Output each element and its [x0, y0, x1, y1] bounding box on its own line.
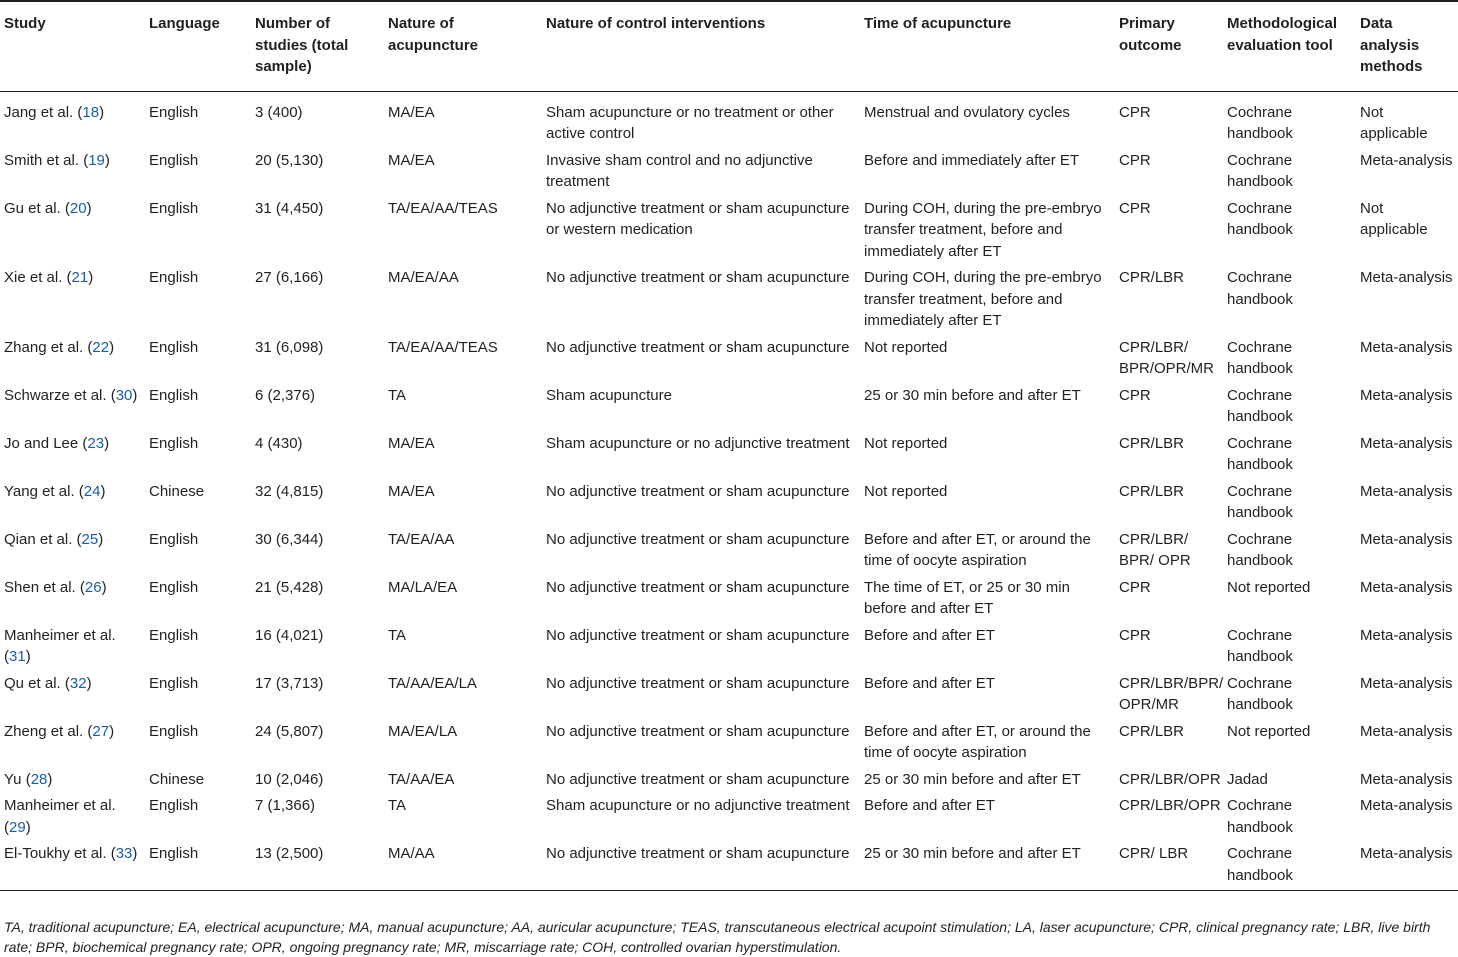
- analysis-cell: Meta-analysis: [1360, 797, 1453, 814]
- table-row: [0, 839, 1458, 891]
- reference-close: ): [101, 578, 107, 596]
- time-cell: 25 or 30 min before and after ET: [864, 845, 1081, 862]
- reference-link[interactable]: 27: [92, 722, 110, 740]
- time-cell: Before and after ET: [864, 797, 995, 814]
- table-row: [0, 146, 1458, 194]
- table-row: [0, 621, 1458, 669]
- acupuncture-cell: MA/EA/LA: [388, 722, 458, 740]
- header-evaluation-tool: Methodological evaluation tool: [1227, 15, 1337, 54]
- study-cell: Yu (28): [4, 770, 53, 788]
- language-cell: English: [149, 626, 199, 644]
- header-language: Language: [149, 15, 220, 32]
- reference-close: ): [25, 648, 31, 665]
- acupuncture-cell: MA/AA: [388, 845, 435, 862]
- study-cell: Xie et al. (21): [4, 269, 94, 286]
- header-analysis-methods: Data analysis methods: [1360, 15, 1423, 75]
- study-name: Shen et al.: [4, 578, 76, 596]
- control-cell: No adjunctive treatment or sham acupuncture: [546, 482, 850, 500]
- control-cell: Invasive sham control and no adjunctive treatment: [546, 151, 813, 190]
- time-cell: During COH, during the pre-embryo transfer treatment, before and immediately after ET: [864, 199, 1102, 260]
- number-cell: 31 (6,098): [255, 338, 324, 356]
- table-row: [0, 381, 1458, 429]
- analysis-cell: Meta-analysis: [1360, 722, 1453, 740]
- reference-close: ): [88, 269, 94, 286]
- study-cell: Yang et al. (24): [4, 482, 106, 500]
- control-cell: No adjunctive treatment or sham acupuncture: [546, 722, 850, 740]
- time-cell: The time of ET, or 25 or 30 min before and after ET: [864, 578, 1070, 617]
- study-cell: Jo and Lee (23): [4, 434, 110, 452]
- reference-close: ): [47, 770, 53, 788]
- analysis-cell: Meta-analysis: [1360, 770, 1453, 788]
- study-cell: Manheimer et al. (31): [4, 626, 116, 665]
- reference-close: ): [86, 674, 92, 692]
- reference-close: ): [100, 482, 106, 500]
- table-row: [0, 194, 1458, 264]
- tool-cell: Not reported: [1227, 578, 1311, 596]
- study-name: Xie et al.: [4, 269, 63, 286]
- outcome-cell: CPR: [1119, 199, 1151, 217]
- control-cell: Sham acupuncture or no adjunctive treatment: [546, 434, 850, 452]
- study-cell: Smith et al. (19): [4, 151, 110, 169]
- reference-close: ): [104, 151, 110, 169]
- study-cell: Zhang et al. (22): [4, 338, 115, 356]
- header-time-of-acupuncture: Time of acupuncture: [864, 15, 1012, 32]
- table-footnote: TA, traditional acupuncture; EA, electrical acupuncture; MA, manual acupuncture; AA, auricular acupuncture; TEAS, transcutaneous electrical acupoint stimulation; LA, laser acupuncture; CPR, clinical pregnancy rate; LBR, live birth rate; BPR, biochemical pregnancy rate; OPR, ongoing pregnancy rate; MR, miscarriage rate; COH, controlled ovarian hyperstimulation.: [4, 919, 1431, 955]
- analysis-cell: Meta-analysis: [1360, 845, 1453, 862]
- acupuncture-cell: TA/EA/AA: [388, 530, 455, 548]
- tool-cell: Jadad: [1227, 770, 1268, 788]
- acupuncture-cell: TA: [388, 626, 407, 644]
- acupuncture-cell: MA/EA/AA: [388, 269, 459, 286]
- language-cell: English: [149, 845, 199, 862]
- number-cell: 3 (400): [255, 103, 303, 121]
- tool-cell: Cochrane handbook: [1227, 151, 1293, 190]
- analysis-cell: Meta-analysis: [1360, 482, 1453, 500]
- language-cell: English: [149, 269, 199, 286]
- tool-cell: Cochrane handbook: [1227, 199, 1293, 238]
- reference-close: ): [25, 818, 31, 836]
- outcome-cell: CPR/LBR/ BPR/OPR/MR: [1119, 338, 1215, 377]
- number-cell: 24 (5,807): [255, 722, 324, 740]
- table-row: [0, 525, 1458, 573]
- table-row: [0, 791, 1458, 839]
- reference-close: ): [99, 103, 105, 121]
- time-cell: Menstrual and ovulatory cycles: [864, 103, 1070, 121]
- table-row: [0, 477, 1458, 525]
- acupuncture-cell: TA/EA/AA/TEAS: [388, 199, 498, 217]
- number-cell: 21 (5,428): [255, 578, 324, 596]
- reference-link[interactable]: 28: [30, 770, 48, 788]
- reference-link[interactable]: 26: [84, 578, 102, 596]
- reference-link[interactable]: 21: [71, 269, 89, 286]
- acupuncture-cell: TA: [388, 797, 407, 814]
- header-nature-of-acupuncture: Nature of acupuncture: [388, 15, 479, 54]
- control-cell: No adjunctive treatment or sham acupuncture: [546, 770, 850, 788]
- reference-close: ): [109, 338, 115, 356]
- language-cell: English: [149, 674, 199, 692]
- time-cell: Not reported: [864, 482, 948, 500]
- analysis-cell: Meta-analysis: [1360, 626, 1453, 644]
- table-row: [0, 669, 1458, 717]
- number-cell: 10 (2,046): [255, 770, 324, 788]
- acupuncture-cell: TA/AA/EA: [388, 770, 455, 788]
- tool-cell: Cochrane handbook: [1227, 674, 1293, 713]
- number-cell: 20 (5,130): [255, 151, 324, 169]
- header-primary-outcome: Primary outcome: [1119, 15, 1182, 54]
- study-name: Zhang et al.: [4, 338, 84, 356]
- language-cell: English: [149, 530, 199, 548]
- number-cell: 16 (4,021): [255, 626, 324, 644]
- language-cell: English: [149, 578, 199, 596]
- tool-cell: Cochrane handbook: [1227, 482, 1293, 521]
- acupuncture-cell: MA/LA/EA: [388, 578, 458, 596]
- outcome-cell: CPR: [1119, 151, 1151, 169]
- study-cell: Zheng et al. (27): [4, 722, 115, 740]
- study-cell: Manheimer et al. (29): [4, 797, 116, 836]
- reference-link[interactable]: 32: [69, 674, 87, 692]
- table-row: [0, 765, 1458, 792]
- time-cell: Not reported: [864, 434, 948, 452]
- table-body: [0, 91, 1458, 891]
- number-cell: 13 (2,500): [255, 845, 324, 862]
- outcome-cell: CPR/LBR: [1119, 722, 1185, 740]
- control-cell: No adjunctive treatment or sham acupuncture or western medication: [546, 199, 850, 238]
- study-name: Smith et al.: [4, 151, 80, 169]
- study-cell: Gu et al. (20): [4, 199, 92, 217]
- tool-cell: Cochrane handbook: [1227, 338, 1293, 377]
- header-number-of-studies: Number of studies (total sample): [255, 15, 349, 75]
- time-cell: Before and after ET, or around the time of oocyte aspiration: [864, 722, 1091, 761]
- reference-link[interactable]: 33: [115, 845, 133, 862]
- table-row: [0, 263, 1458, 333]
- control-cell: No adjunctive treatment or sham acupuncture: [546, 530, 850, 548]
- control-cell: No adjunctive treatment or sham acupuncture: [546, 338, 850, 356]
- language-cell: English: [149, 386, 199, 404]
- number-cell: 7 (1,366): [255, 797, 316, 814]
- number-cell: 6 (2,376): [255, 386, 316, 404]
- reference-link[interactable]: 31: [9, 648, 26, 665]
- tool-cell: Cochrane handbook: [1227, 797, 1293, 836]
- reference-close: ): [104, 434, 110, 452]
- outcome-cell: CPR/ LBR: [1119, 845, 1189, 862]
- time-cell: Before and after ET, or around the time of oocyte aspiration: [864, 530, 1091, 569]
- study-cell: Schwarze et al. (30): [4, 386, 138, 404]
- acupuncture-cell: MA/EA: [388, 151, 435, 169]
- table-row: [0, 717, 1458, 765]
- reference-link[interactable]: 19: [88, 151, 105, 169]
- tool-cell: Cochrane handbook: [1227, 269, 1293, 308]
- reference-close: ): [86, 199, 92, 217]
- study-name: Jang et al.: [4, 103, 74, 121]
- time-cell: 25 or 30 min before and after ET: [864, 386, 1081, 404]
- control-cell: Sham acupuncture: [546, 386, 672, 404]
- number-cell: 4 (430): [255, 434, 303, 452]
- reference-link[interactable]: 18: [82, 103, 100, 121]
- study-name: Yang et al.: [4, 482, 75, 500]
- study-name: Yu: [4, 770, 22, 788]
- outcome-cell: CPR: [1119, 626, 1151, 644]
- control-cell: No adjunctive treatment or sham acupuncture: [546, 578, 850, 596]
- language-cell: English: [149, 151, 199, 169]
- outcome-cell: CPR: [1119, 103, 1151, 121]
- study-name: Qian et al.: [4, 530, 73, 548]
- tool-cell: Not reported: [1227, 722, 1311, 740]
- table-row: [0, 429, 1458, 477]
- time-cell: Before and after ET: [864, 626, 995, 644]
- language-cell: English: [149, 338, 199, 356]
- analysis-cell: Meta-analysis: [1360, 386, 1453, 404]
- analysis-cell: Meta-analysis: [1360, 434, 1453, 452]
- header-control-interventions: Nature of control interventions: [546, 15, 766, 32]
- table-header: [0, 1, 1458, 91]
- number-cell: 31 (4,450): [255, 199, 324, 217]
- reference-close: ): [98, 530, 104, 548]
- table-row: [0, 333, 1458, 381]
- tool-cell: Cochrane handbook: [1227, 626, 1293, 665]
- time-cell: Before and after ET: [864, 674, 995, 692]
- study-name: Jo and Lee: [4, 434, 79, 452]
- study-cell: Shen et al. (26): [4, 578, 107, 596]
- acupuncture-cell: MA/EA: [388, 482, 435, 500]
- language-cell: Chinese: [149, 770, 205, 788]
- control-cell: No adjunctive treatment or sham acupuncture: [546, 845, 850, 862]
- reference-link[interactable]: 30: [115, 386, 133, 404]
- outcome-cell: CPR/LBR/OPR: [1119, 797, 1221, 814]
- outcome-cell: CPR/LBR/BPR/ OPR/MR: [1119, 674, 1224, 713]
- acupuncture-cell: TA/AA/EA/LA: [388, 674, 477, 692]
- study-cell: Qian et al. (25): [4, 530, 104, 548]
- reference-close: ): [132, 845, 138, 862]
- language-cell: English: [149, 103, 199, 121]
- reference-link[interactable]: 29: [9, 818, 26, 836]
- control-cell: Sham acupuncture or no adjunctive treatment: [546, 797, 850, 814]
- time-cell: During COH, during the pre-embryo transfer treatment, before and immediately after ET: [864, 269, 1102, 329]
- reference-close: ): [132, 386, 138, 404]
- tool-cell: Cochrane handbook: [1227, 434, 1293, 473]
- reference-link[interactable]: 20: [69, 199, 87, 217]
- acupuncture-cell: TA/EA/AA/TEAS: [388, 338, 498, 356]
- analysis-cell: Meta-analysis: [1360, 151, 1453, 169]
- language-cell: English: [149, 722, 199, 740]
- control-cell: No adjunctive treatment or sham acupuncture: [546, 269, 850, 286]
- outcome-cell: CPR: [1119, 386, 1151, 404]
- number-cell: 27 (6,166): [255, 269, 324, 286]
- study-name: Zheng et al.: [4, 722, 84, 740]
- reference-link[interactable]: 24: [83, 482, 101, 500]
- outcome-cell: CPR/LBR: [1119, 269, 1185, 286]
- outcome-cell: CPR: [1119, 578, 1151, 596]
- analysis-cell: Not applicable: [1360, 199, 1428, 238]
- analysis-cell: Meta-analysis: [1360, 338, 1453, 356]
- reference-link[interactable]: 23: [87, 434, 105, 452]
- outcome-cell: CPR/LBR: [1119, 434, 1185, 452]
- reference-link[interactable]: 25: [81, 530, 99, 548]
- analysis-cell: Meta-analysis: [1360, 269, 1453, 286]
- language-cell: English: [149, 434, 199, 452]
- tool-cell: Cochrane handbook: [1227, 386, 1293, 425]
- study-name: Gu et al.: [4, 199, 61, 217]
- acupuncture-cell: MA/EA: [388, 434, 435, 452]
- study-name: Schwarze et al.: [4, 386, 107, 404]
- acupuncture-cell: MA/EA: [388, 103, 435, 121]
- time-cell: 25 or 30 min before and after ET: [864, 770, 1081, 788]
- number-cell: 30 (6,344): [255, 530, 324, 548]
- header-row: [0, 1, 1458, 91]
- table-row: [0, 573, 1458, 621]
- number-cell: 17 (3,713): [255, 674, 324, 692]
- language-cell: English: [149, 199, 199, 217]
- time-cell: Not reported: [864, 338, 948, 356]
- study-cell: Jang et al. (18): [4, 103, 105, 121]
- tool-cell: Cochrane handbook: [1227, 103, 1293, 142]
- control-cell: No adjunctive treatment or sham acupuncture: [546, 674, 850, 692]
- outcome-cell: CPR/LBR/ BPR/ OPR: [1119, 530, 1191, 569]
- analysis-cell: Meta-analysis: [1360, 674, 1453, 692]
- tool-cell: Cochrane handbook: [1227, 530, 1293, 569]
- number-cell: 32 (4,815): [255, 482, 324, 500]
- reference-close: ): [109, 722, 115, 740]
- acupuncture-cell: TA: [388, 386, 407, 404]
- time-cell: Before and immediately after ET: [864, 151, 1080, 169]
- tool-cell: Cochrane handbook: [1227, 845, 1293, 884]
- study-name: Manheimer et al.: [4, 797, 116, 814]
- study-name: Manheimer et al.: [4, 626, 116, 644]
- analysis-cell: Not applicable: [1360, 103, 1428, 142]
- header-study: Study: [4, 15, 46, 32]
- study-cell: El-Toukhy et al. (33): [4, 845, 138, 862]
- study-name: El-Toukhy et al.: [4, 845, 107, 862]
- analysis-cell: Meta-analysis: [1360, 578, 1453, 596]
- outcome-cell: CPR/LBR: [1119, 482, 1185, 500]
- control-cell: No adjunctive treatment or sham acupuncture: [546, 626, 850, 644]
- control-cell: Sham acupuncture or no treatment or other active control: [546, 103, 834, 142]
- study-cell: Qu et al. (32): [4, 674, 92, 692]
- language-cell: English: [149, 797, 199, 814]
- language-cell: Chinese: [149, 482, 205, 500]
- table-row: [0, 91, 1458, 146]
- reference-link[interactable]: 22: [92, 338, 110, 356]
- analysis-cell: Meta-analysis: [1360, 530, 1453, 548]
- outcome-cell: CPR/LBR/OPR: [1119, 770, 1221, 788]
- study-name: Qu et al.: [4, 674, 61, 692]
